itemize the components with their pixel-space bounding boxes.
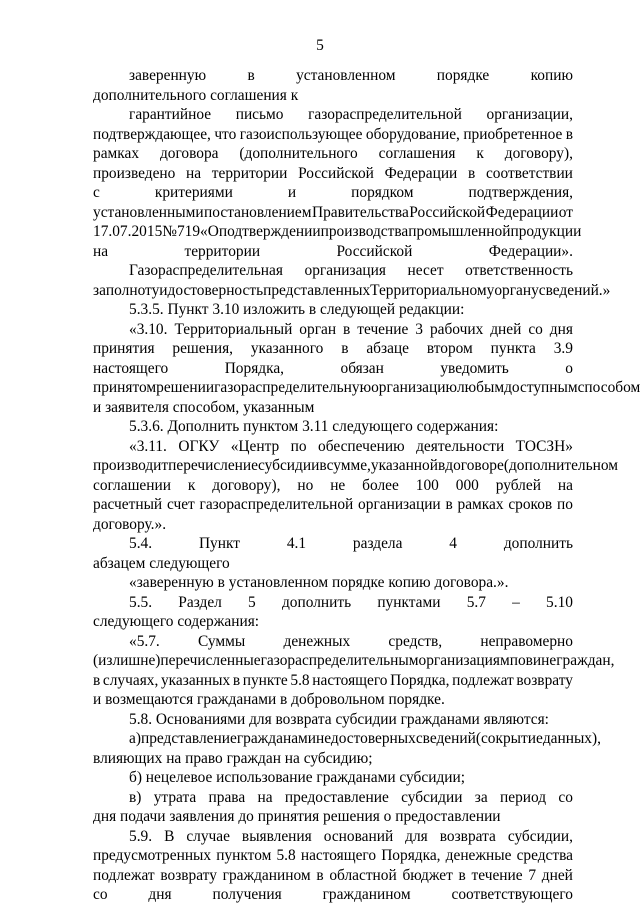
paragraph: Газораспределительная организация несет ответственность за полноту и достоверность представленных Территориальному органу сведений.» — [93, 262, 611, 299]
paragraph: «3.11. ОГКУ «Центр по обеспечению деятельности ТОСЗН» производит перечисление субсидии в сумме, указанной в договоре (дополнительном соглашении к договору), но не более 100 000 рублей на расчетный счет газораспределительной организации в рамках сроков по договору.». — [93, 437, 618, 533]
paragraph: в) утрата права на предоставление субсидии за период со дня подачи заявления до принятия решения о предоставлении — [93, 788, 573, 825]
paragraph: а) представление гражданами недостоверных сведений (сокрытие данных), влияющих на право граждан на субсидию; — [93, 730, 601, 767]
paragraph: 5.3.5. Пункт 3.10 изложить в следующей редакции: — [129, 301, 465, 318]
paragraph: гарантийное письмо газораспределительной организации, подтверждающее, что газоиспользующее оборудование, приобретенное в рамках договора (дополнительного соглашения к договору), произведено на территории Российской Федерации в соответствии с критериями и порядком подтверждения, установленными постановлением Правительства Российской Федерации от 17.07.2015 № 719 «О подтверждении производства промышленной продукции на территории Российской Федерации». — [93, 106, 582, 260]
paragraph: заверенную в установленном порядке копию дополнительного соглашения к — [93, 67, 573, 104]
paragraph: «5.7. Суммы денежных средств, неправомерно (излишне) перечисленные газораспределительным организациям по вине граждан, в случаях, указанных в пункте 5.8 настоящего Порядка, подлежат возврату и возмещаются гражданами в добровольном порядке. — [93, 632, 615, 708]
paragraph: 5.4. Пункт 4.1 раздела 4 дополнить абзацем следующего — [93, 535, 573, 572]
paragraph: 5.9. В случае выявления оснований для возврата субсидии, предусмотренных пунктом 5.8 настоящего Порядка, денежные средства подлежат возврату гражданином в областной бюджет в течение 7 дней со дня получения гражданином соответствующего — [93, 827, 573, 903]
paragraph: б) нецелевое использование гражданами субсидии; — [129, 769, 466, 786]
page-number: 5 — [316, 37, 324, 54]
paragraph: 5.8. Основаниями для возврата субсидии гражданами являются: — [129, 710, 549, 728]
paragraph: «3.10. Территориальный орган в течение 3 рабочих дней со дня принятия решения, указанного в абзаце втором пункта 3.9 настоящего Порядка, обязан уведомить о принятом решении газораспределительную организацию любым доступным способом и заявителя способом, указанным — [93, 320, 640, 416]
paragraph: «заверенную в установленном порядке копию договора.». — [129, 574, 509, 591]
paragraph: 5.5. Раздел 5 дополнить пунктами 5.7 – 5.10 следующего содержания: — [93, 593, 573, 630]
document-body — [93, 66, 640, 905]
paragraph: 5.3.6. Дополнить пунктом 3.11 следующего содержания: — [129, 418, 499, 435]
